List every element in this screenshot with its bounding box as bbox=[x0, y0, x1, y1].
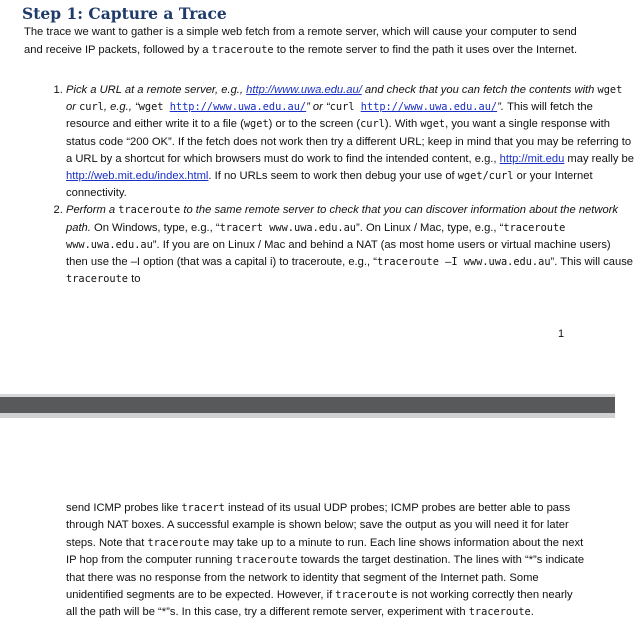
code: wget/curl bbox=[457, 170, 514, 183]
link-uwa[interactable]: http://www.uwa.edu.au/ bbox=[246, 84, 362, 96]
code: wget bbox=[597, 84, 623, 96]
text: ”. bbox=[497, 101, 508, 114]
text: . If no URLs seem to work then debug your use of bbox=[208, 170, 458, 183]
steps-list bbox=[24, 82, 634, 288]
text: or your Internet connectivity. bbox=[66, 170, 593, 200]
text: to the same remote server to check that you can discover information about the network path. bbox=[66, 204, 619, 234]
code: wget bbox=[138, 101, 170, 114]
code: tracert bbox=[181, 502, 225, 514]
code: traceroute –I www.uwa.edu.au bbox=[376, 256, 551, 269]
code: traceroute bbox=[468, 606, 531, 619]
text: may take up to a minute to run. Each line shows information about the next IP hop from the computer running bbox=[66, 536, 584, 567]
code: traceroute bbox=[147, 536, 210, 549]
code: traceroute bbox=[118, 204, 181, 217]
text: or bbox=[66, 101, 80, 114]
code: traceroute bbox=[235, 554, 298, 567]
link-mit[interactable]: http://mit.edu bbox=[499, 152, 565, 165]
text: to the remote server to find the path it uses over the Internet. bbox=[273, 43, 578, 56]
text: towards the target destination. The lines with “*”s indicate that there was no response from the network to identity that segment of the Internet path. Some unidentified segments are to be expected. However, if bbox=[66, 554, 585, 602]
code: wget bbox=[420, 118, 446, 131]
text: is not working correctly then nearly all the path will be “*”s. In this case, try a different remote server, experiment with bbox=[66, 589, 573, 619]
link-mit-index[interactable]: http://web.mit.edu/index.html bbox=[66, 170, 209, 183]
text: ”. On Linux / Mac, type, e.g., “ bbox=[356, 221, 504, 234]
list-item-2 bbox=[66, 202, 634, 288]
text: The trace we want to gather is a simple web fetch from a remote server, which will cause your computer to send and receive IP packets, followed by a bbox=[24, 26, 577, 56]
text: This will fetch the resource and either write it to a file ( bbox=[66, 101, 593, 131]
text: On Windows, type, e.g., “ bbox=[90, 221, 220, 234]
code: wget bbox=[243, 118, 269, 131]
intro-paragraph bbox=[24, 24, 594, 59]
code: curl bbox=[360, 118, 385, 131]
text: and check that you can fetch the contents with bbox=[361, 84, 598, 96]
code: curl bbox=[329, 101, 361, 114]
code: traceroute bbox=[211, 43, 274, 56]
text: send ICMP probes like bbox=[66, 502, 182, 514]
code: curl bbox=[79, 101, 104, 114]
text: ). With bbox=[384, 118, 421, 131]
code: tracert www.uwa.edu.au bbox=[219, 221, 356, 234]
text: Perform a bbox=[66, 204, 119, 217]
text: ”. If you are on Linux / Mac and behind a NAT (as most home users or virtual machine users) then use the –I option (that was a capital i) to traceroute, e.g., “ bbox=[66, 238, 611, 269]
text: may really be bbox=[564, 152, 634, 165]
continuation-paragraph bbox=[66, 500, 586, 622]
code: traceroute www.uwa.edu.au bbox=[66, 221, 566, 251]
link-uwa[interactable]: http://www.uwa.edu.au/ bbox=[360, 101, 498, 114]
code: traceroute bbox=[335, 589, 398, 602]
page-number: 1 bbox=[558, 328, 565, 340]
text: instead of its usual UDP probes; ICMP probes are better able to pass through NAT boxes. A successful example is shown below; save the output as you will need it for later steps. Note that bbox=[66, 502, 571, 549]
section-heading: Step 1: Capture a Trace bbox=[22, 4, 227, 23]
code: traceroute bbox=[66, 273, 128, 286]
text: ) or to the screen ( bbox=[268, 118, 361, 131]
page-separator bbox=[0, 397, 615, 413]
text: ” or “ bbox=[306, 101, 330, 114]
text: , e.g., “ bbox=[103, 101, 139, 114]
text: . bbox=[530, 606, 534, 619]
link-uwa[interactable]: http://www.uwa.edu.au/ bbox=[169, 101, 307, 114]
text: Pick a URL at a remote server, e.g., bbox=[66, 84, 247, 96]
text: ”. This will cause bbox=[550, 256, 634, 269]
list-item-1 bbox=[66, 82, 634, 202]
text: , you want a single response with status code “200 OK”. If the fetch does not work then try a different URL; keep in mind that you may be referring to a URL by a shortcut for which browsers must do work to find the intended content, e.g., bbox=[66, 118, 632, 165]
text: to bbox=[128, 273, 141, 286]
